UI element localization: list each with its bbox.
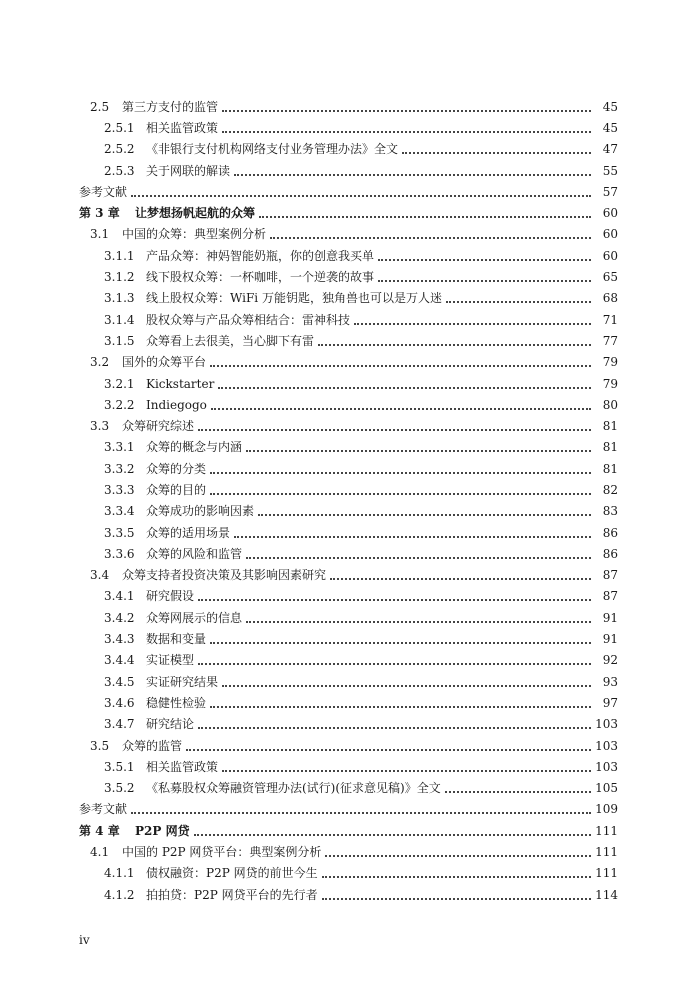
toc-entry-title: 稳健性检验	[146, 695, 207, 710]
toc-entry-title: 数据和变量	[146, 632, 207, 647]
toc-entry-title: 实证研究结果	[146, 674, 219, 689]
toc-entry-title: 《私募股权众筹融资管理办法(试行)(征求意见稿)》全文	[146, 781, 441, 796]
toc-entry-number: 3.4.7	[104, 717, 135, 732]
toc-section-entry[interactable]	[0, 352, 698, 373]
toc-entry-title: 相关监管政策	[146, 759, 219, 774]
toc-entry-page-number: 68	[602, 291, 618, 306]
dot-leader	[270, 236, 591, 239]
toc-entry-page-number: 91	[602, 610, 618, 625]
toc-entry-number: 3.1.5	[104, 333, 135, 348]
toc-subsection-entry[interactable]	[0, 586, 698, 607]
dot-leader	[445, 790, 591, 793]
toc-entry-page-number: 87	[602, 568, 618, 583]
toc-subsection-entry[interactable]	[0, 628, 698, 649]
dot-leader	[131, 194, 591, 197]
toc-entry-page-number: 60	[602, 206, 618, 221]
toc-entry-title: 关于网联的解读	[146, 163, 231, 178]
toc-entry-page-number: 45	[602, 120, 618, 135]
toc-entry-title: 拍拍贷：P2P 网贷平台的先行者	[146, 887, 318, 902]
toc-entry-number: 4.1	[90, 845, 110, 860]
toc-entry-page-number: 80	[602, 397, 618, 412]
dot-leader	[259, 215, 591, 218]
toc-entry-title: 众筹的目的	[146, 482, 207, 497]
toc-entry-number: 2.5.1	[104, 120, 135, 135]
toc-entry-page-number: 86	[602, 546, 618, 561]
toc-entry-page-number: 79	[602, 355, 618, 370]
dot-leader	[378, 258, 591, 261]
toc-entry-number: 第 4 章	[79, 823, 120, 838]
toc-entry-number: 3.4.1	[104, 589, 135, 604]
dot-leader	[198, 598, 591, 601]
toc-entry-page-number: 111	[595, 823, 618, 838]
toc-entry-number: 3.3	[90, 419, 110, 434]
dot-leader	[402, 151, 591, 154]
toc-entry-title: 众筹支持者投资决策及其影响因素研究	[122, 568, 327, 583]
toc-entry-page-number: 81	[602, 440, 618, 455]
dot-leader	[210, 492, 591, 495]
toc-subsection-entry[interactable]	[0, 245, 698, 266]
dot-leader	[198, 662, 591, 665]
dot-leader	[246, 449, 591, 452]
toc-entry-number: 3.4.2	[104, 610, 135, 625]
toc-entry-number: 3.4	[90, 568, 110, 583]
dot-leader	[258, 513, 591, 516]
toc-entry-page-number: 77	[602, 333, 618, 348]
toc-entry-number: 4.1.1	[104, 866, 135, 881]
toc-entry-page-number: 79	[602, 376, 618, 391]
toc-entry-title: 众筹研究综述	[122, 419, 195, 434]
toc-subsection-entry[interactable]	[0, 863, 698, 884]
toc-subsection-entry[interactable]	[0, 373, 698, 394]
toc-entry-number: 3.2.1	[104, 376, 135, 391]
dot-leader	[210, 364, 591, 367]
toc-entry-page-number: 81	[602, 419, 618, 434]
dot-leader	[354, 322, 591, 325]
toc-subsection-entry[interactable]	[0, 160, 698, 181]
toc-entry-title: 第三方支付的监管	[122, 99, 219, 114]
toc-entry-title: Kickstarter	[146, 376, 215, 391]
toc-entry-number: 4.1.2	[104, 887, 135, 902]
dot-leader	[198, 726, 591, 729]
dot-leader	[210, 705, 591, 708]
toc-entry-title: 研究假设	[146, 589, 195, 604]
toc-entry-number: 3.5.2	[104, 781, 135, 796]
toc-subsection-entry[interactable]	[0, 543, 698, 564]
dot-leader	[246, 556, 591, 559]
toc-section-entry[interactable]	[0, 565, 698, 586]
toc-subsection-entry[interactable]	[0, 607, 698, 628]
toc-entry-title: 众筹的概念与内涵	[146, 440, 243, 455]
toc-entry-number: 3.5.1	[104, 759, 135, 774]
dot-leader	[446, 300, 591, 303]
dot-leader	[234, 535, 591, 538]
toc-chapter-entry[interactable]	[0, 202, 698, 223]
toc-entry-number: 第 3 章	[79, 206, 120, 221]
dot-leader	[210, 641, 591, 644]
toc-entry-title: 众筹成功的影响因素	[146, 504, 255, 519]
toc-entry-number: 3.1	[90, 227, 110, 242]
toc-entry-page-number: 114	[595, 887, 618, 902]
dot-leader	[378, 279, 591, 282]
toc-subsection-entry[interactable]	[0, 756, 698, 777]
toc-entry-page-number: 93	[602, 674, 618, 689]
toc-entry-page-number: 71	[602, 312, 618, 327]
toc-subsection-entry[interactable]	[0, 458, 698, 479]
toc-subsection-entry[interactable]	[0, 650, 698, 671]
dot-leader	[222, 109, 591, 112]
toc-entry-title: 国外的众筹平台	[122, 355, 207, 370]
dot-leader	[131, 811, 591, 814]
toc-entry-page-number: 57	[602, 184, 618, 199]
toc-entry-title: 债权融资：P2P 网贷的前世今生	[146, 866, 318, 881]
dot-leader	[186, 748, 591, 751]
toc-entry-number: 3.1.2	[104, 270, 135, 285]
toc-section-entry[interactable]	[0, 96, 698, 117]
toc-entry-title: Indiegogo	[146, 397, 207, 412]
toc-entry-number: 2.5	[90, 99, 110, 114]
toc-subsection-entry[interactable]	[0, 479, 698, 500]
toc-entry-number: 3.3.6	[104, 546, 135, 561]
dot-leader	[318, 343, 591, 346]
toc-entry-number: 3.4.5	[104, 674, 135, 689]
toc-entry-number: 3.2	[90, 355, 110, 370]
toc-entry-number: 3.3.3	[104, 482, 135, 497]
toc-entry-title: 产品众筹：神妈智能奶瓶，你的创意我买单	[146, 248, 375, 263]
toc-subsection-entry[interactable]	[0, 117, 698, 138]
table-of-contents	[0, 96, 698, 905]
toc-entry-page-number: 60	[602, 248, 618, 263]
toc-subsection-entry[interactable]	[0, 288, 698, 309]
dot-leader	[222, 130, 591, 133]
toc-references-entry[interactable]	[0, 799, 698, 820]
toc-entry-number: 2.5.2	[104, 142, 135, 157]
toc-section-entry[interactable]	[0, 415, 698, 436]
toc-entry-title: 参考文献	[79, 802, 128, 817]
toc-entry-title: 实证模型	[146, 653, 195, 668]
toc-subsection-entry[interactable]	[0, 522, 698, 543]
dot-leader	[330, 577, 591, 580]
toc-entry-page-number: 97	[602, 695, 618, 710]
toc-entry-title: 众筹看上去很美，当心脚下有雷	[146, 333, 315, 348]
toc-entry-number: 3.3.2	[104, 461, 135, 476]
toc-entry-title: 相关监管政策	[146, 120, 219, 135]
dot-leader	[234, 173, 591, 176]
toc-entry-page-number: 103	[595, 717, 618, 732]
toc-entry-title: 中国的众筹：典型案例分析	[122, 227, 267, 242]
dot-leader	[246, 620, 591, 623]
toc-entry-title: 众筹网展示的信息	[146, 610, 243, 625]
toc-entry-number: 3.1.3	[104, 291, 135, 306]
toc-entry-page-number: 103	[595, 759, 618, 774]
toc-entry-title: 众筹的适用场景	[146, 525, 231, 540]
toc-subsection-entry[interactable]	[0, 437, 698, 458]
toc-entry-number: 3.3.1	[104, 440, 135, 455]
toc-entry-page-number: 86	[602, 525, 618, 540]
toc-entry-page-number: 111	[595, 866, 618, 881]
dot-leader	[218, 386, 591, 389]
toc-entry-page-number: 81	[602, 461, 618, 476]
toc-entry-number: 3.3.5	[104, 525, 135, 540]
toc-entry-title: 线上股权众筹：WiFi 万能钥匙，独角兽也可以是万人迷	[146, 291, 442, 306]
toc-entry-title: 《非银行支付机构网络支付业务管理办法》全文	[146, 142, 399, 157]
toc-subsection-entry[interactable]	[0, 501, 698, 522]
toc-entry-title: 众筹的风险和监管	[146, 546, 243, 561]
toc-subsection-entry[interactable]	[0, 266, 698, 287]
toc-entry-number: 3.1.4	[104, 312, 135, 327]
dot-leader	[194, 833, 591, 836]
toc-entry-title: 股权众筹与产品众筹相结合：雷神科技	[146, 312, 351, 327]
toc-entry-page-number: 82	[602, 482, 618, 497]
toc-subsection-entry[interactable]	[0, 139, 698, 160]
toc-chapter-entry[interactable]	[0, 820, 698, 841]
toc-entry-number: 3.5	[90, 738, 110, 753]
toc-entry-page-number: 55	[602, 163, 618, 178]
page-number: iv	[79, 933, 90, 947]
toc-entry-page-number: 103	[595, 738, 618, 753]
dot-leader	[222, 769, 591, 772]
toc-entry-page-number: 47	[602, 142, 618, 157]
toc-entry-page-number: 65	[602, 270, 618, 285]
toc-entry-title: 线下股权众筹：一杯咖啡，一个逆袭的故事	[146, 270, 375, 285]
toc-entry-number: 3.3.4	[104, 504, 135, 519]
dot-leader	[198, 428, 591, 431]
toc-entry-page-number: 91	[602, 632, 618, 647]
toc-subsection-entry[interactable]	[0, 330, 698, 351]
toc-entry-page-number: 45	[602, 99, 618, 114]
toc-entry-page-number: 83	[602, 504, 618, 519]
toc-entry-page-number: 105	[595, 781, 618, 796]
toc-subsection-entry[interactable]	[0, 671, 698, 692]
toc-entry-title: 让梦想扬帆起航的众筹	[135, 206, 256, 221]
toc-subsection-entry[interactable]	[0, 778, 698, 799]
toc-entry-title: 研究结论	[146, 717, 195, 732]
toc-entry-page-number: 111	[595, 845, 618, 860]
dot-leader	[210, 471, 591, 474]
toc-subsection-entry[interactable]	[0, 394, 698, 415]
toc-section-entry[interactable]	[0, 224, 698, 245]
toc-subsection-entry[interactable]	[0, 714, 698, 735]
toc-subsection-entry[interactable]	[0, 309, 698, 330]
toc-subsection-entry[interactable]	[0, 692, 698, 713]
dot-leader	[322, 875, 591, 878]
toc-entry-number: 3.4.6	[104, 695, 135, 710]
toc-subsection-entry[interactable]	[0, 884, 698, 905]
toc-references-entry[interactable]	[0, 181, 698, 202]
toc-entry-number: 3.4.4	[104, 653, 135, 668]
dot-leader	[325, 854, 591, 857]
toc-entry-number: 2.5.3	[104, 163, 135, 178]
toc-section-entry[interactable]	[0, 841, 698, 862]
dot-leader	[322, 897, 591, 900]
toc-entry-page-number: 60	[602, 227, 618, 242]
toc-entry-page-number: 109	[595, 802, 618, 817]
toc-entry-title: 众筹的分类	[146, 461, 207, 476]
toc-entry-number: 3.4.3	[104, 632, 135, 647]
toc-entry-number: 3.2.2	[104, 397, 135, 412]
toc-entry-page-number: 87	[602, 589, 618, 604]
toc-section-entry[interactable]	[0, 735, 698, 756]
toc-entry-number: 3.1.1	[104, 248, 135, 263]
toc-entry-title: P2P 网贷	[135, 823, 190, 838]
toc-entry-page-number: 92	[602, 653, 618, 668]
toc-entry-title: 中国的 P2P 网贷平台：典型案例分析	[122, 845, 322, 860]
dot-leader	[211, 407, 591, 410]
dot-leader	[222, 684, 591, 687]
toc-entry-title: 参考文献	[79, 184, 128, 199]
toc-entry-title: 众筹的监管	[122, 738, 183, 753]
